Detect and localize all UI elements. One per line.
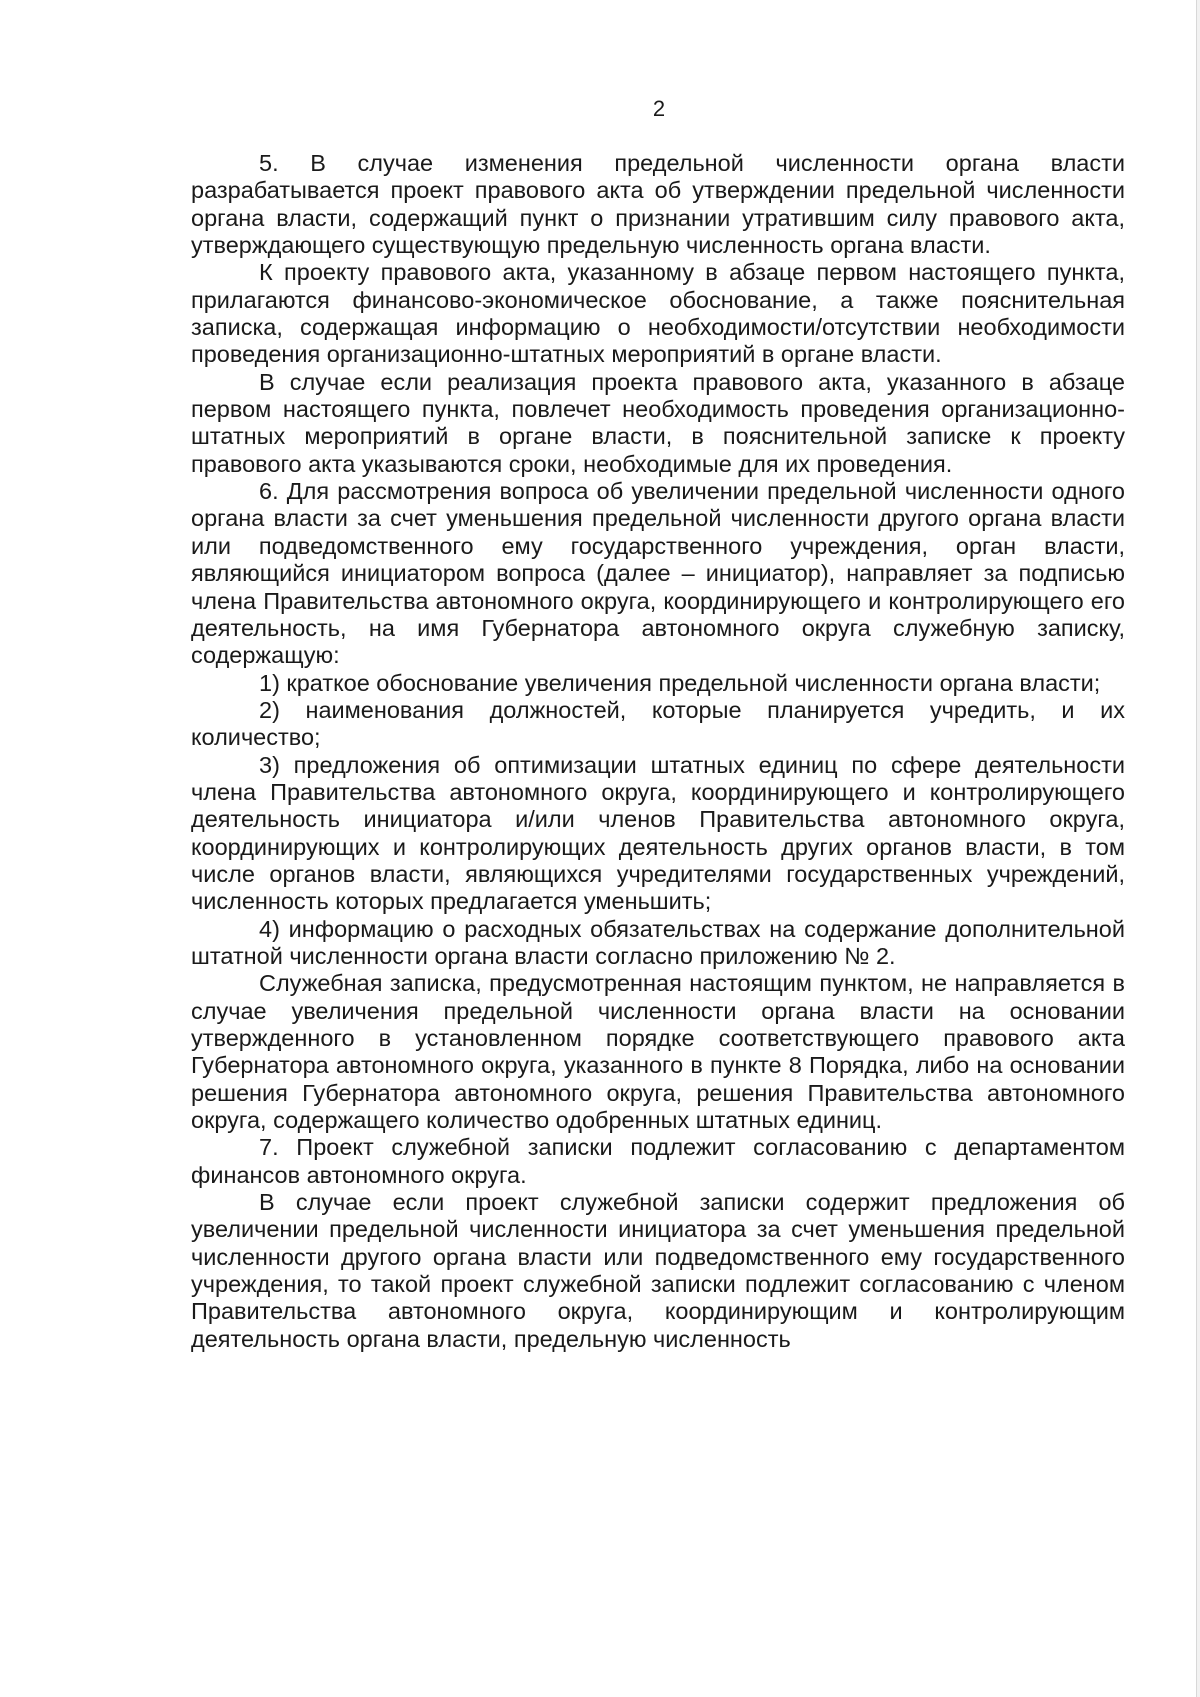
paragraph-7-approval: В случае если проект служебной записки содержит предложения об увеличении предельной численности инициатора за счет уменьшения предельной численности другого органа власти или подведомственного ему государственного учреждения, то такой проект служебной записки подлежит согласованию с членом Правительства автономного округа, координирующим и контролирующим деятельность органа власти, предельную численность [191, 1189, 1125, 1352]
page-number: 2 [652, 96, 666, 121]
paragraph-7: 7. Проект служебной записки подлежит согласованию с департаментом финансов автономного округа. [191, 1134, 1125, 1188]
document-body [191, 150, 1125, 1353]
paragraph-5-deadlines: В случае если реализация проекта правового акта, указанного в абзаце первом настоящего пункта, повлечет необходимость проведения организационно-штатных мероприятий в органе власти, в пояснительной записке к проекту правового акта указываются сроки, необходимые для их проведения. [191, 368, 1125, 477]
list-item-4: 4) информацию о расходных обязательствах на содержание дополнительной штатной численности органа власти согласно приложению № 2. [191, 915, 1125, 969]
paragraph-5: 5. В случае изменения предельной численности органа власти разрабатывается проект правового акта об утверждении предельной численности органа власти, содержащий пункт о признании утратившим силу правового акта, утверждающего существующую предельную численность органа власти. [191, 150, 1125, 259]
list-item-1: 1) краткое обоснование увеличения предельной численности органа власти; [259, 669, 1101, 696]
list-item-2: 2) наименования должностей, которые планируется учредить, и их количество; [191, 696, 1125, 751]
list-item-3: 3) предложения об оптимизации штатных единиц по сфере деятельности члена Правительства автономного округа, координирующего и контролирующего деятельность инициатора и/или членов Правительства автономного округа, координирующих и контролирующих деятельность других органов власти, в том числе органов власти, являющихся учредителями государственных учреждений, численность которых предлагается уменьшить; [191, 751, 1125, 915]
paragraph-5-attachments: К проекту правового акта, указанному в абзаце первом настоящего пункта, прилагаются финансово-экономическое обоснование, а также пояснительная записка, содержащая информацию о необходимости/отсутствии необходимости проведения организационно-штатных мероприятий в органе власти. [191, 259, 1125, 368]
paragraph-6-memo-exception: Служебная записка, предусмотренная настоящим пунктом, не направляется в случае увеличения предельной численности органа власти на основании утвержденного в установленном порядке соответствующего правового акта Губернатора автономного округа, указанного в пункте 8 Порядка, либо на основании решения Губернатора автономного округа, решения Правительства автономного округа, содержащего количество одобренных штатных единиц. [191, 970, 1125, 1134]
paragraph-6: 6. Для рассмотрения вопроса об увеличении предельной численности одного органа власти за счет уменьшения предельной численности другого органа власти или подведомственного ему государственного учреждения, орган власти, являющийся инициатором вопроса (далее – инициатор), направляет за подписью члена Правительства автономного округа, координирующего и контролирующего его деятельность, на имя Губернатора автономного округа служебную записку, содержащую: [191, 478, 1125, 669]
